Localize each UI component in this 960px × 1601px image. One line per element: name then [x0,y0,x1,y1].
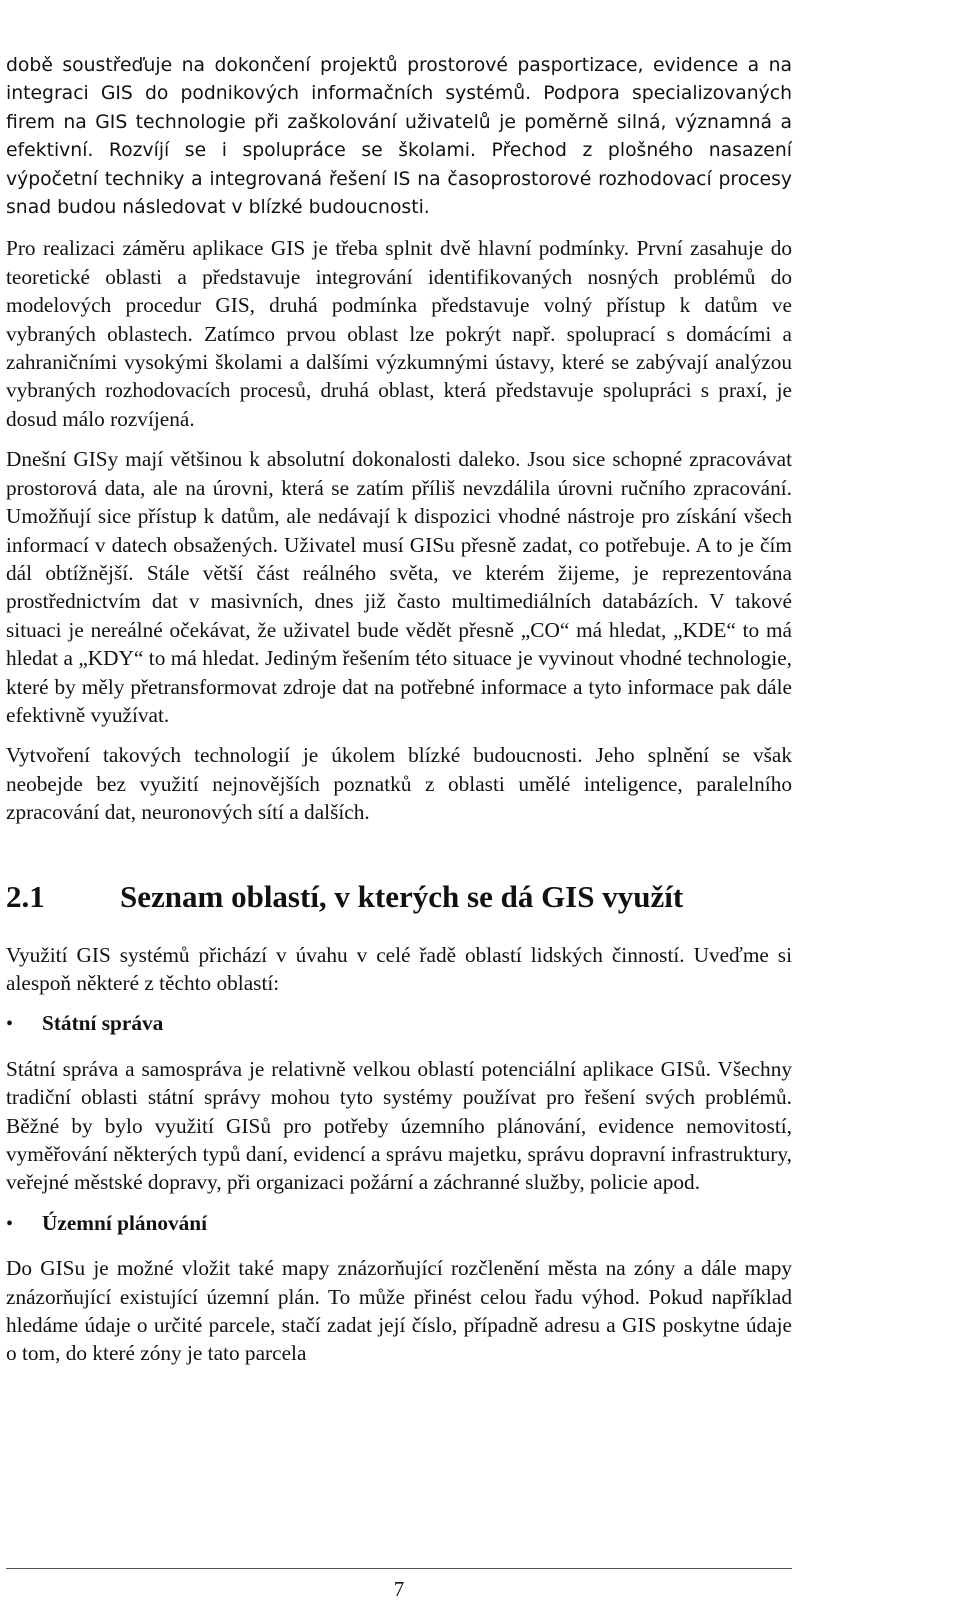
document-page [6,52,792,1380]
section-number: 2.1 [6,878,45,914]
footer-divider [6,1568,792,1569]
bullet-item-statni-sprava [6,1009,792,1038]
bullet-title: Státní správa [42,1011,164,1036]
paragraph-2: Pro realizaci záměru aplikace GIS je třeba splnit dvě hlavní podmínky. První zasahuje do teoretické oblasti a představuje integrování identifikovaných nosných problémů do modelových procedur GIS, druhá podmínka představuje volný přístup k datům ve vybraných oblastech. Zatímco prvou oblast lze pokrýt např. spoluprací s domácími a zahraničními vysokými školami a dalšími výzkumnými ústavy, které se zabývají analýzou vybraných rozhodovacích procesů, druhá oblast, která představuje spolupráci s praxí, je dosud málo rozvíjená. [6,236,792,431]
section-title: Seznam oblastí, v kterých se dá GIS využít [120,878,684,914]
section-spacer [6,839,792,879]
bullet-item-uzemni-planovani [6,1209,792,1238]
page-number: 7 [393,1577,405,1601]
bullet-icon: • [6,1013,14,1036]
bullet-paragraph-uzemni-planovani: Do GISu je možné vložit také mapy znázorňující rozčlenění města na zóny a dále mapy znázorňující existující územní plán. To může přinést celou řadu výhod. Pokud například hledáme údaje o určité parcele, stačí zadat její číslo, případně adresu a GIS poskytne údaje o tom, do které zóny je tato parcela [6,1256,792,1366]
section-heading [6,879,792,915]
paragraph-4: Vytvoření takových technologií je úkolem blízké budoucnosti. Jeho splnění se však neobejde bez využití nejnovějších poznatků z oblasti umělé inteligence, paralelního zpracování dat, neuronových sítí a dalších. [6,743,792,825]
bullet-icon: • [6,1212,14,1235]
bullet-title: Územní plánování [42,1210,208,1235]
paragraph-1: době soustřeďuje na dokončení projektů prostorové pasportizace, evidence a na integraci GIS do podnikových informačních systémů. Podpora specializovaných firem na GIS technologie při zaškolování uživatelů je poměrně silná, významná a efektivní. Rozvíjí se i spolupráce se školami. Přechod z plošného nasazení výpočetní techniky a integrovaná řešení IS na časoprostorové rozhodovací procesy snad budou následovat v blízké budoucnosti. [6,55,792,219]
bullet-paragraph-statni-sprava: Státní správa a samospráva je relativně velkou oblastí potenciální aplikace GISů. Všechny tradiční oblasti státní správy mohou tyto systémy používat pro řešení svých problémů. Běžné by bylo využití GISů pro potřeby územního plánování, evidence nemovitostí, vyměřování některých typů daní, evidencí a správu majetku, správu dopravní infrastruktury, veřejné městské dopravy, při organizaci požární a záchranné služby, policie apod. [6,1056,792,1195]
paragraph-3: Dnešní GISy mají většinou k absolutní dokonalosti daleko. Jsou sice schopné zpracovávat prostorová data, ale na úrovni, která se zatím příliš nevzdálila úrovni ručního zpracování. Umožňují sice přístup k datům, ale nedávají k dispozici vhodné nástroje pro získání všech informací v datech obsažených. Uživatel musí GISu přesně zadat, co potřebuje. A to je čím dál obtížnější. Stále větší část reálného světa, ve kterém žijeme, je reprezentována prostřednictvím dat v masivních, dnes již často multimediálních databázích. V takové situaci je nereálné očekávat, že uživatel bude vědět přesně „CO“ má hledat, „KDE“ to má hledat a „KDY“ to má hledat. Jediným řešením této situace je vyvinout vhodné technologie, které by měly přetransformovat zdroje dat na potřebné informace a tyto informace pak dále efektivně využívat. [6,447,792,727]
section-intro: Využití GIS systémů přichází v úvahu v celé řadě oblastí lidských činností. Uveďme si alespoň některé z těchto oblastí: [6,942,792,995]
